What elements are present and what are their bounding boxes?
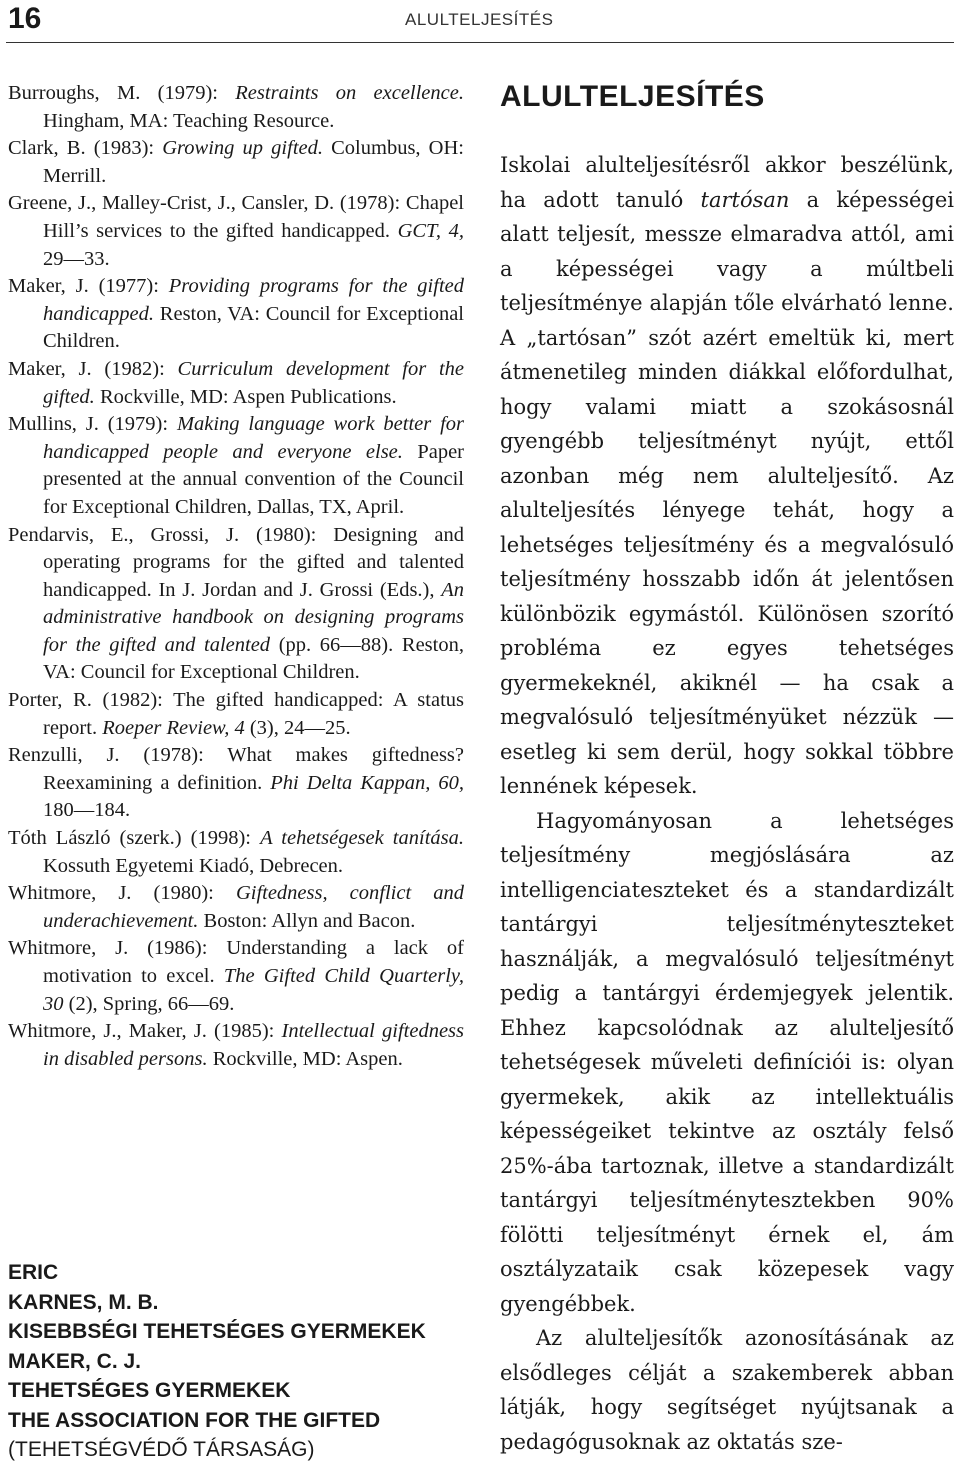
reference-item: Whitmore, J., Maker, J. (1985): Intellectual giftedness in disabled persons. Rockville, MD: Aspen. [8, 1020, 464, 1070]
article-paragraph: Hagyományosan a lehetséges teljesítmény megjóslására az intelligenciateszteket és a standardizált tantárgyi teljesítményteszteket használják, a megvalósuló teljesítményt pedig a tantárgyi érdemjegyek jelentik. Ehhez kapcsolódnak az alulteljesítő tehetségesek műveleti definíciói is: olyan gyermekek, akik az intellektuális képességeiket tekintve az osztály felső 25%-ába tartoznak, illetve a standardizált tantárgyi teljesítménytesztekben 90% fölötti teljesítményt érnek el, ám osztályzataik csak közepesek vagy gyengébbek. [500, 808, 954, 1316]
reference-item: Porter, R. (1982): The gifted handicapped: A status report. Roeper Review, 4 (3), 24—25. [8, 689, 464, 739]
xref-association-subtitle: (TEHETSÉGVÉDŐ TÁRSASÁG) [8, 1438, 315, 1461]
xref-kisebbsegi[interactable]: KISEBBSÉGI TEHETSÉGES GYERMEKEK [8, 1320, 426, 1343]
article-paragraph: Iskolai alulteljesítésről akkor beszélünk, ha adott tanuló tartósan a képességei alatt teljesít, messze elmaradva attól, ami a képességei vagy a múltbeli teljesítménye alapján tőle elvárható lenne. A „tartósan” szót azért emeltük ki, mert átmenetileg minden diákkal előfordulhat, hogy valami miatt a szokásosnál gyengébb teljesítményt nyújt, ettől azonban még nem alulteljesítő. Az alulteljesítés lényege tehát, hogy a lehetséges teljesítmény és a megvalósuló teljesítmény hosszabb időn át jelentősen különbözik egymástól. Különösen szorító probléma ez egyes tehetséges gyermekeknél, akiknél — ha csak a megvalósuló teljesítményüket nézzük — esetleg ki sem derül, hogy sokkal többre lennének képesek. [500, 153, 954, 798]
running-title: ALULTELJESÍTÉS [405, 10, 554, 29]
cross-reference-list [8, 1258, 464, 1465]
page-header [0, 0, 960, 44]
article-column [500, 80, 954, 1459]
article-paragraph: Az alulteljesítők azonosításának az elsődleges célját a szakemberek abban látják, hogy segítséget nyújtsanak a pedagógusoknak az oktatás sze- [500, 1326, 954, 1454]
reference-item: Mullins, J. (1979): Making language work better for handicapped people and everyone else. Paper presented at the annual convention of the Council for Exceptional Children, Dallas, TX, April. [8, 413, 465, 518]
reference-item: Whitmore, J. (1980): Giftedness, conflict and underachievement. Boston: Allyn and Bacon. [8, 882, 464, 932]
article-title: ALULTELJESÍTÉS [500, 80, 765, 113]
xref-karnes[interactable]: KARNES, M. B. [8, 1290, 159, 1314]
reference-item: Burroughs, M. (1979): Restraints on excellence. Hingham, MA: Teaching Resource. [8, 82, 464, 132]
reference-list [8, 80, 464, 1073]
reference-item: Pendarvis, E., Grossi, J. (1980): Designing and operating programs for the gifted and talented handicapped. In J. Jordan and J. Grossi (Eds.), An administrative handbook on designing programs for the gifted and talented (pp. 66—88). Reston, VA: Council for Exceptional Children. [8, 523, 464, 684]
xref-eric[interactable]: ERIC [8, 1261, 59, 1284]
reference-item: Whitmore, J. (1986): Understanding a lack of motivation to excel. The Gifted Child Quarterly, 30 (2), Spring, 66—69. [8, 937, 464, 1015]
xref-maker[interactable]: MAKER, C. J. [8, 1349, 142, 1373]
xref-tehetseges[interactable]: TEHETSÉGES GYERMEKEK [8, 1379, 291, 1402]
reference-item: Tóth László (szerk.) (1998): A tehetségesek tanítása. Kossuth Egyetemi Kiadó, Debrecen. [8, 827, 464, 877]
page-number: 16 [8, 2, 42, 35]
reference-item: Greene, J., Malley-Crist, J., Cansler, D. (1978): Chapel Hill’s services to the gifted handicapped. GCT, 4, 29—33. [8, 192, 464, 270]
reference-item: Maker, J. (1982): Curriculum development for the gifted. Rockville, MD: Aspen Publications. [8, 357, 464, 408]
header-rule [6, 42, 954, 43]
reference-item: Renzulli, J. (1978): What makes giftedness? Reexamining a definition. Phi Delta Kappan, 60, 180—184. [8, 744, 464, 822]
reference-item: Clark, B. (1983): Growing up gifted. Columbus, OH: Merrill. [8, 137, 464, 187]
xref-association[interactable]: THE ASSOCIATION FOR THE GIFTED [8, 1408, 381, 1432]
reference-item: Maker, J. (1977): Providing programs for the gifted handicapped. Reston, VA: Council for Exceptional Children. [8, 275, 464, 353]
